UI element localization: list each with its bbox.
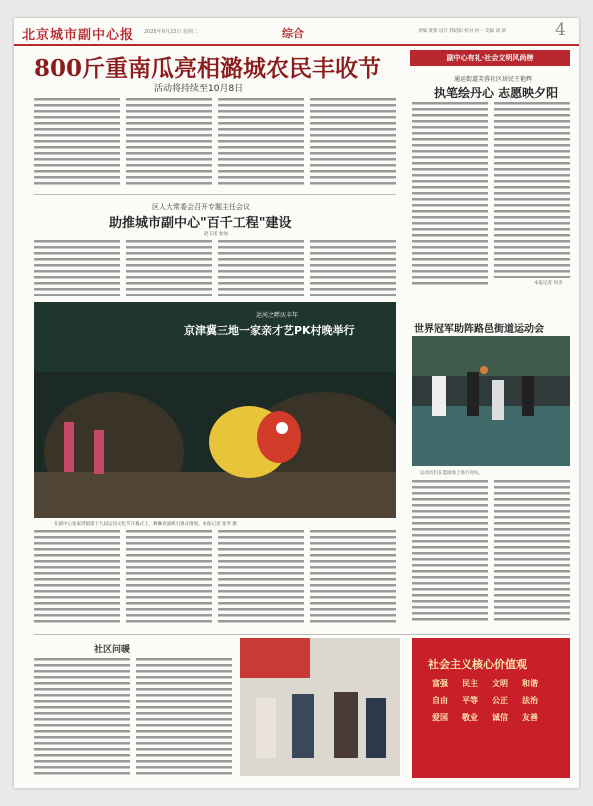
core-value: 自由 <box>432 696 448 705</box>
main-photo-headline: 京津冀三地一家亲才艺PK村晚举行 <box>184 324 355 337</box>
photo-story-col2 <box>126 530 212 626</box>
main-photo <box>34 302 396 518</box>
right-photo-caption: 运动员们在篮球场上进行对抗。 <box>420 471 483 476</box>
bottom-col2 <box>136 658 232 776</box>
lead-headline: 800斤重南瓜亮相潞城农民丰收节 <box>34 55 382 82</box>
issue-date: 2025年9月23日 星期二 <box>144 29 198 35</box>
lead-body-col2 <box>126 98 212 186</box>
mid-story-headline: 助推城市副中心"百千工程"建设 <box>109 216 292 231</box>
core-value: 富强 <box>432 679 448 688</box>
right-lower-col1 <box>412 480 488 624</box>
core-values-box <box>412 638 570 778</box>
bottom-headline: 社区问暖 <box>94 645 131 655</box>
community-photo <box>240 638 400 776</box>
divider <box>34 634 570 635</box>
lead-subhead: 活动将持续至10月8日 <box>154 84 244 94</box>
core-value: 法治 <box>522 696 538 705</box>
section-name: 综合 <box>282 27 304 40</box>
core-value: 和谐 <box>522 679 538 688</box>
divider <box>34 194 396 195</box>
mid-body-col1 <box>34 240 120 296</box>
right-lower-col2 <box>494 480 570 624</box>
right-story-byline: 本报记者 何杰 <box>534 281 563 286</box>
right-story-kicker: 通运街道芙蓉社区居民王艳辉 <box>454 76 533 83</box>
core-value: 民主 <box>462 679 478 688</box>
core-value: 文明 <box>492 679 508 688</box>
right-story-col2 <box>494 102 570 278</box>
core-values-grid <box>432 678 552 723</box>
right-story-headline: 执笔绘丹心 志愿映夕阳 <box>434 86 559 100</box>
main-photo-caption: 在副中心张家湾镇第十九届运河文化节开幕式上，舞狮表演吸引观众围观。本报记者 张华 摄 <box>54 522 237 527</box>
core-value: 诚信 <box>492 713 508 722</box>
page-number: 4 <box>555 20 566 40</box>
photo-story-col4 <box>310 530 396 626</box>
photo-story-col1 <box>34 530 120 626</box>
photo-story-col3 <box>218 530 304 626</box>
basketball-photo <box>412 336 570 466</box>
lead-body-col3 <box>218 98 304 186</box>
masthead <box>14 18 579 46</box>
lead-body-col1 <box>34 98 120 186</box>
core-value: 爱国 <box>432 713 448 722</box>
mid-story-kicker: 区人大常委会召开专题主任会议 <box>152 203 250 211</box>
core-values-title: 社会主义核心价值观 <box>428 658 527 671</box>
mid-body-col4 <box>310 240 396 296</box>
main-photo-kicker: 运河之畔庆丰年 <box>256 312 299 319</box>
lead-body-col4 <box>310 98 396 186</box>
mid-story-byline: 赵玉彤 参加 <box>204 232 228 237</box>
right-banner: 副中心有礼·社会文明风尚榜 <box>410 50 570 66</box>
editors-line: 责编 黄蓉 设计 郭绍阳 校对 何一 美编 刘 新 <box>418 29 506 34</box>
core-value: 公正 <box>492 696 508 705</box>
newspaper-logo: 北京城市副中心报 <box>22 28 135 43</box>
bottom-col1 <box>34 658 130 776</box>
right-photo-headline: 世界冠军助阵路邑街道运动会 <box>414 324 544 335</box>
right-story-col1 <box>412 102 488 286</box>
core-value: 敬业 <box>462 713 478 722</box>
basketball-photo-image <box>412 336 570 466</box>
core-value: 平等 <box>462 696 478 705</box>
newspaper-page <box>14 18 579 788</box>
core-value: 友善 <box>522 713 538 722</box>
mid-body-col3 <box>218 240 304 296</box>
mid-body-col2 <box>126 240 212 296</box>
bottom-photo <box>240 638 400 776</box>
